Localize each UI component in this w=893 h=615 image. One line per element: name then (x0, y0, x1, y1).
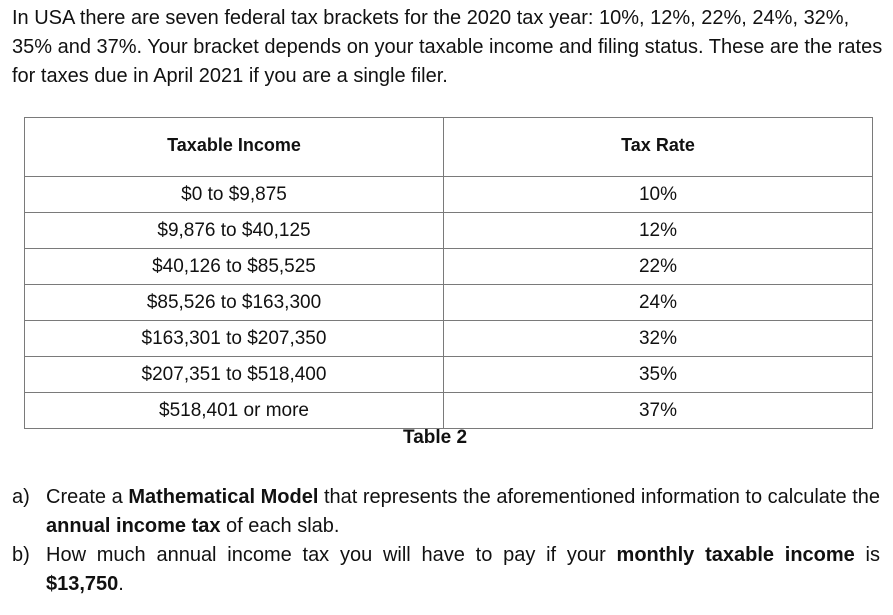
question-b (12, 541, 880, 599)
text-segment: that represents the aforementioned information to calculate the (318, 486, 880, 508)
text-segment: How much annual income tax you will have to pay if your (46, 544, 617, 566)
table-row (25, 393, 873, 429)
rate-cell: 24% (444, 285, 873, 321)
income-cell: $518,401 or more (25, 393, 444, 429)
questions-list (12, 483, 880, 599)
bold-term: $13,750 (46, 573, 119, 595)
question-a (12, 483, 880, 541)
table-row (25, 177, 873, 213)
question-text (46, 541, 880, 599)
table-row (25, 213, 873, 249)
intro-paragraph: In USA there are seven federal tax brackets for the 2020 tax year: 10%, 12%, 22%, 24%, 32%, 35% and 37%. Your bracket depends on your taxable income and filing status. These are the rates for taxes due in April 2021 if you are a single filer. (12, 7, 883, 87)
income-cell: $9,876 to $40,125 (25, 213, 444, 249)
table-caption: Table 2 (403, 427, 468, 448)
question-marker: a) (12, 486, 30, 508)
tax-bracket-table (24, 117, 873, 429)
text-segment: Create a (46, 486, 129, 508)
rate-cell: 12% (444, 213, 873, 249)
bold-term: monthly taxable income (616, 544, 855, 566)
question-text (46, 483, 880, 541)
rate-cell: 10% (444, 177, 873, 213)
header-tax-rate: Tax Rate (444, 118, 873, 174)
income-cell: $40,126 to $85,525 (25, 249, 444, 285)
income-cell: $163,301 to $207,350 (25, 321, 444, 357)
text-segment: of each slab. (220, 515, 340, 537)
question-marker: b) (12, 544, 30, 566)
income-cell: $85,526 to $163,300 (25, 285, 444, 321)
income-cell: $0 to $9,875 (25, 177, 444, 213)
table-row (25, 357, 873, 393)
rate-cell: 35% (444, 357, 873, 393)
table-row (25, 249, 873, 285)
income-cell: $207,351 to $518,400 (25, 357, 444, 393)
table-row (25, 285, 873, 321)
header-taxable-income: Taxable Income (25, 118, 444, 174)
rate-cell: 22% (444, 249, 873, 285)
bold-term: annual income tax (46, 515, 221, 537)
bold-term: Mathematical Model (128, 486, 319, 508)
table-row (25, 321, 873, 357)
rate-cell: 37% (444, 393, 873, 429)
rate-cell: 32% (444, 321, 873, 357)
text-segment: is (854, 544, 880, 566)
text-segment: . (118, 573, 124, 595)
table-header-row (25, 118, 873, 174)
